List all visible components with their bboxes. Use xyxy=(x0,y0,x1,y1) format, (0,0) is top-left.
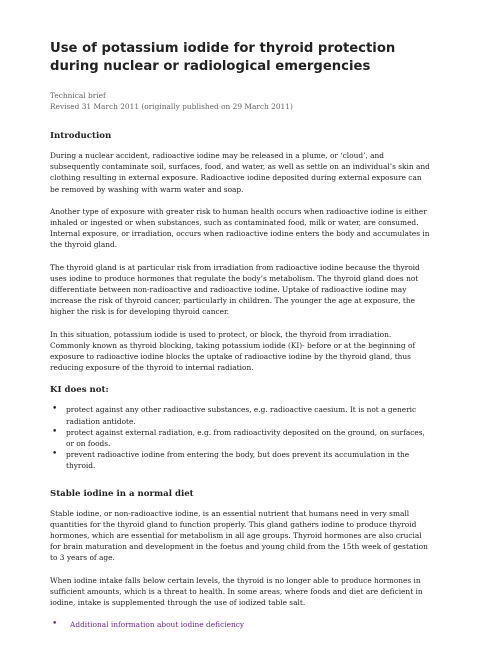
document-type: Technical brief xyxy=(50,91,106,100)
ki-does-not-heading: KI does not: xyxy=(50,385,109,396)
list-item xyxy=(50,449,431,471)
iodine-deficiency-link[interactable]: Additional information about iodine deficiency xyxy=(70,620,245,630)
bullet-icon: • xyxy=(52,619,58,630)
list-item-text: protect against any other radioactive substances, e.g. radioactive caesium. It is not a generic radiation antidote. xyxy=(66,405,417,426)
list-item xyxy=(50,619,431,630)
list-item xyxy=(50,404,431,426)
list-item-text: prevent radioactive iodine from entering the body, but does prevent its accumulation in the thyroid. xyxy=(66,450,410,471)
revision-date: Revised 31 March 2011 (originally published on 29 March 2011) xyxy=(50,102,293,111)
intro-paragraph-3: The thyroid gland is at particular risk from irradiation from radioactive iodine because the thyroid uses iodine to produce hormones that regulate the body’s metabolism. The thyroid gland does not differentiate between non-radioactive and radioactive iodine. Uptake of radioactive iodine may increase the risk of thyroid cancer, particularly in children. The younger the age at exposure, the higher the risk is for developing thyroid cancer. xyxy=(50,262,420,317)
related-links xyxy=(50,619,431,630)
stable-iodine-paragraph-2: When iodine intake falls below certain levels, the thyroid is no longer able to produce hormones in sufficient amounts, which is a threat to health. In some areas, where foods and diet are deficient in iodine, intake is supplemented through the use of iodized table salt. xyxy=(50,575,423,608)
bullet-icon: • xyxy=(52,449,58,460)
intro-paragraph-4: In this situation, potassium iodide is used to protect, or block, the thyroid from irradiation. Commonly known as thyroid blocking, taking potassium iodide (KI)- before or at the beginning of exposure to radioactive iodine blocks the uptake of radioactive iodine by the thyroid gland, thus reducing exposure of the thyroid to internal radiation. xyxy=(50,329,416,373)
stable-iodine-paragraph-1: Stable iodine, or non-radioactive iodine, is an essential nutrient that humans need in very small quantities for the thyroid gland to function properly. This gland gathers iodine to produce thyroid hormones, which are essential for metabolism in all age groups. Thyroid hormones are also crucial for brain maturation and development in the foetus and young child from the 15th week of gestation to 3 years of age. xyxy=(50,508,428,563)
ki-does-not-list xyxy=(50,404,431,471)
intro-paragraph-2: Another type of exposure with greater risk to human health occurs when radioactive iodine is either inhaled or ingested or when substances, such as contaminated food, milk or water, are consumed. Internal exposure, or irradiation, occurs when radioactive iodine enters the body and accumulates in the thyroid gland. xyxy=(50,206,430,250)
intro-paragraph-1: During a nuclear accident, radioactive iodine may be released in a plume, or ‘cloud’, and subsequently contaminate soil, surfaces, food, and water, as well as settle on an individual’s skin and clothing resulting in external exposure. Radioactive iodine deposited during external exposure can be removed by washing with warm water and soap. xyxy=(50,151,430,194)
document-title: Use of potassium iodide for thyroid protection during nuclear or radiological emergencies xyxy=(50,41,396,74)
bullet-icon: • xyxy=(52,426,58,437)
list-item-text: protect against external radiation, e.g. from radioactivity deposited on the ground, on surfaces, or on foods. xyxy=(66,427,425,449)
bullet-icon: • xyxy=(52,404,58,415)
stable-iodine-heading: Stable iodine in a normal diet xyxy=(50,488,194,499)
document-meta xyxy=(50,90,431,112)
list-item xyxy=(50,427,431,449)
introduction-heading: Introduction xyxy=(50,131,112,141)
